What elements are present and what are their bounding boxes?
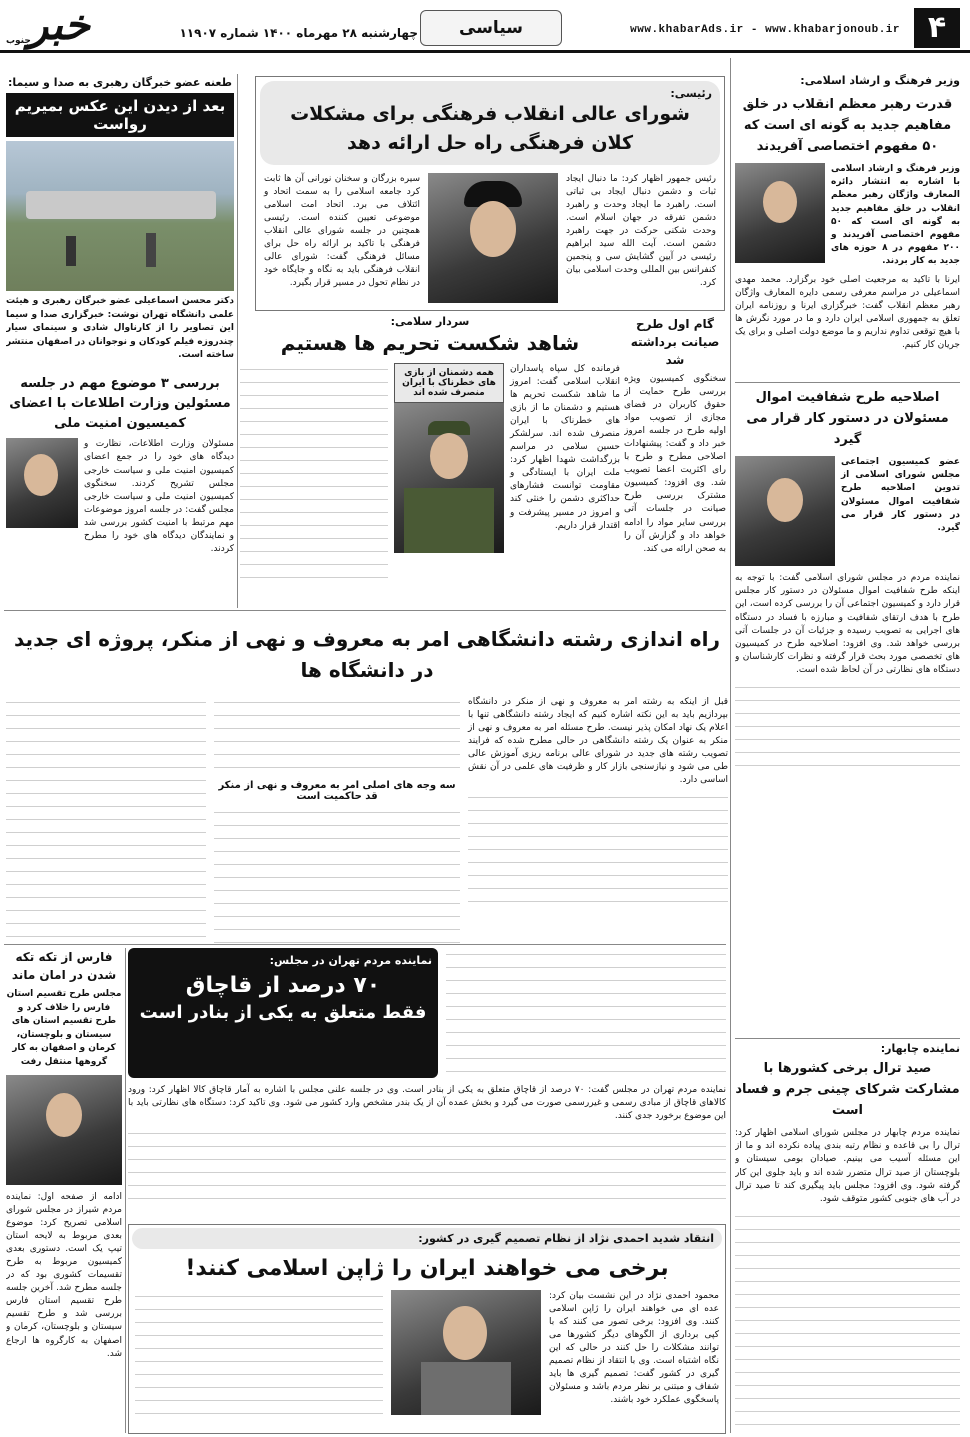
logo	[4, 0, 114, 50]
article-culture-minister	[735, 74, 960, 374]
headline: بعد از دیدن این عکس بمیریم رواست	[6, 93, 234, 137]
lead: عضو کمیسیون اجتماعی مجلس شورای اسلامی از تدوین اصلاحیه طرح شفافیت اموال مسئولان در دستور کار قرار می گیرد.	[841, 457, 960, 533]
site-urls: www.khabarAds.ir - www.khabarjonoub.ir	[630, 24, 900, 36]
column-rule	[730, 58, 731, 1433]
body: نماینده مردم چابهار در مجلس شورای اسلامی اظهار کرد: ترال را بی قاعده و نظام رتبه بندی پیاده نکرده اند و ما از این مسئله آسیب می بینیم. صیادان بومی سیستان و بلوچستان از صید ترال متضرر شده اند و باید جلوی این کار گرفته شود. وی افزود: مجلس باید پیگیری کند تا صید ترال در آب های جنوبی کشور متوقف شود.	[735, 1128, 960, 1204]
body: نماینده مردم تهران در مجلس گفت: ۷۰ درصد از قاچاق متعلق به یکی از بنادر است. وی در جلسه علنی مجلس با اشاره به آمار قاچاق کالا اظهار کرد: ورود کالاهای قاچاق از مبادی رسمی و غیررسمی صورت می گیرد و بخش عمده آن از یک بندر مشخص وارد کشور می شود. وی تاکید کرد: دستگاه های نظارتی باید با این موضوع برخورد جدی کنند.	[128, 1085, 726, 1122]
minister-photo	[735, 163, 825, 263]
divider	[735, 382, 960, 383]
article-raisi	[255, 76, 725, 311]
article-salami	[240, 315, 620, 607]
divider	[4, 944, 726, 945]
article-trawl	[735, 1042, 960, 1432]
article-ahmadinejad	[128, 1224, 726, 1434]
headline: شاهد شکست تحریم ها هستیم	[280, 331, 580, 355]
body-continued	[468, 791, 728, 911]
logo-sub: جنوب	[6, 36, 31, 46]
lead: مجلس طرح تقسیم استان فارس را خلاف کرد و طرح تقسیم استان های سیستان و بلوچستان، کرمان و اصفهان به کار گروهها منتقل رفت	[6, 989, 122, 1067]
body: محمود احمدی نژاد در این نشست بیان کرد: عده ای می خواهند ایران را ژاپن اسلامی کنند. وی افزود: برخی تصور می کنند که با کپی برداری از الگوهای دیگر کشورها می توانند مشکلات را حل کنند در حالی که این نگاه اشتباه است. وی با انتقاد از نظام تصمیم گیری در کشور گفت: تصمیم گیری ها باید شفاف و مبتنی بر نظر مردم باشد و مسئولان پاسخگوی عملکرد خود باشند.	[549, 1291, 719, 1406]
article-photo-criticism	[6, 76, 234, 366]
kicker: نماینده مردم تهران در مجلس:	[269, 954, 432, 967]
body: ادامه از صفحه اول: نماینده مردم شیراز در مجلس شورای اسلامی تصریح کرد: موضوع بعدی مربوط به لایحه استان تیپ یک است. دستوری بعدی کمیسیون مربوط به طرح تقسیمات کشوری بود که در جلسه مطرح شد. آخرین جلسه طرح تقسیم استان فارس بررسی شد و طرح تقسیم سیستان و بلوچستان، کرمان و اصفهان به کارگروه ها ارجاع شد.	[6, 1192, 122, 1359]
kicker: طعنه عضو خبرگان رهبری به صدا و سیما:	[8, 76, 232, 89]
article-transparency	[735, 388, 960, 778]
headline: قدرت رهبر معظم انقلاب در خلق مفاهیم جدید به گونه ای است که ۵۰ مفهوم اختصاصی آفریدند	[742, 97, 953, 154]
kicker: وزیر فرهنگ و ارشاد اسلامی:	[800, 74, 960, 87]
body-continued	[735, 1210, 960, 1432]
divider	[735, 1038, 960, 1039]
photo-caption: همه دشمنان از بازی های خطرناک با ایران منصرف شده اند	[394, 363, 504, 403]
kicker-bar	[132, 1228, 722, 1249]
headline: بررسی ۳ موضوع مهم در جلسه مسئولین وزارت اطلاعات با اعضای کمیسیون امنیت ملی	[9, 376, 231, 432]
body-col-1	[446, 948, 726, 1078]
column-rule	[125, 948, 126, 1433]
headline-box	[128, 948, 438, 1078]
body: فرمانده کل سپاه پاسداران انقلاب اسلامی گفت: امروز ما شاهد شکست تحریم ها هستیم و دشمنان ما از بازی های خطرناک با ایران منصرف شده اند. سرلشکر حسین سلامی در مراسم بزرگداشت شهدا اظهار کرد: ملت ایران با ایستادگی و مقاومت توانست فشارهای حداکثری دشمن را خنثی کند و امروز در مسیر پیشرفت و اقتدار قرار داریم.	[510, 364, 620, 531]
headline-1: ۷۰ درصد از قاچاق	[185, 973, 381, 998]
headline: برخی می خواهند ایران را ژاپن اسلامی کنند!	[185, 1256, 669, 1281]
kicker: انتقاد شدید احمدی نژاد از نظام تصمیم گیری در کشور:	[418, 1232, 714, 1245]
body-right: رئیس جمهور اظهار کرد: ما دنبال ایجاد ثبات و دشمن دنبال ایجاد بی ثباتی است. راهبرد ما ایجاد وحدت و راهبرد دشمن تفرقه در جهان اسلام است. وحدت شکنی حرکت در جهت راهبرد دشمن است. آیت الله سید ابراهیم رئیسی در آیین گشایش سی و پنجمین کنفرانس بین المللی وحدت اسلامی بیان کرد.	[566, 173, 716, 289]
body: مسئولان وزارت اطلاعات، نظارت و دیدگاه های خود را در جمع اعضای کمیسیون امنیت ملی و سیاست خارجی مجلس تشریح کردند. سخنگوی کمیسیون امنیت ملی و سیاست خارجی مجلس گفت: در جلسه امروز موضوعات مهم مرتبط با امنیت کشور بررسی شد و نمایندگان دیدگاه های خود را مطرح کردند.	[84, 439, 234, 554]
headline-2: فقط متعلق به یکی از بنادر است	[139, 1002, 427, 1023]
ahmadinejad-photo	[391, 1290, 541, 1415]
mp-photo	[735, 456, 835, 566]
header-rule	[0, 50, 970, 53]
kicker: رئیسی:	[670, 87, 712, 100]
body-col-2b	[214, 806, 460, 944]
article-smuggling	[128, 948, 726, 1220]
article-sianat	[624, 315, 726, 607]
date-line: چهارشنبه ۲۸ مهرماه ۱۴۰۰ شماره ۱۱۹۰۷	[179, 26, 418, 40]
spokesman-photo	[6, 438, 78, 528]
subhead-1: سه وجه های اصلی امر به معروف و نهی از منکر قد حاکمیت است	[218, 780, 456, 802]
kicker: نماینده چابهار:	[880, 1042, 960, 1055]
body-left: سیره بزرگان و سخنان نورانی آن ها ثابت کرد جامعه اسلامی را به سمت اتحاد و ائتلاف می برد. اتحاد امت اسلامی موضوعی تعیین کننده است. رئیسی همچنین در جلسه شورای عالی انقلاب فرهنگی با تاکید بر ارائه راه حل برای مسائل فرهنگی گفت: شورای عالی انقلاب فرهنگی باید به نگاه و جایگاه خود در نظام تحول در مسیر قرار بگیرد.	[264, 173, 420, 289]
article-university	[6, 614, 728, 944]
kicker: سردار سلامی:	[390, 315, 470, 328]
headline: صید ترال برخی کشورها با مشارکت شرکای چینی جرم و فساد است	[735, 1061, 960, 1118]
lead: وزیر فرهنگ و ارشاد اسلامی با اشاره به انتشار دائره المعارف واژگان رهبر معظم انقلاب در خلق مفاهیم جدید به گونه ای است که ۵۰ مفهوم اختصاصی آفریدند و ۲۰۰ مفهوم در ۸ حوزه های جدید به کار بردند.	[831, 164, 960, 266]
raisi-photo	[428, 173, 558, 303]
headline: راه اندازی رشته دانشگاهی امر به معروف و نهی از منکر، پروژه ای جدید در دانشگاه ها	[14, 627, 720, 682]
article-intelligence	[6, 374, 234, 606]
headline: شورای عالی انقلاب فرهنگی برای مشکلات کلان فرهنگی راه حل ارائه دهد	[290, 103, 690, 155]
body: ایرنا با تاکید به مرجعیت اصلی خود برگزارد. محمد مهدی اسماعیلی در مراسم معرفی رسمی دایره المعارف واژگان رهبر معظم انقلاب گفت: خبرگزاری ایرنا و روزنامه ایران تعلق به جمهوری اسلامی ایران دارد و ما در مورد نگرش ها با هیچ توقعی تداوم نداریم و ما موضع دولت اصلی و برای یک جریان کار کنیم.	[735, 274, 960, 350]
body-continued	[240, 363, 388, 583]
article-fars	[6, 948, 122, 1433]
body-continued	[735, 681, 960, 778]
mp-shiraz-photo	[6, 1075, 122, 1185]
headline: فارس از تکه تکه شدن در امان ماند	[11, 950, 117, 982]
body-col-2	[214, 696, 460, 776]
body-continued	[128, 1127, 726, 1202]
body-continued	[135, 1290, 383, 1415]
caption: دکتر محسن اسماعیلی عضو خبرگان رهبری و هیئت علمی دانشگاه تهران نوشت: خبرگزاری صدا و سیما این تصاویر را از کارناوال شادی و سینمای سیار چندروزه فیلم کودکان و نوجوانان در اصفهان منتشر ساخته است.	[6, 296, 234, 360]
headline: گام اول طرح صیانت برداشته شد	[630, 317, 720, 367]
divider	[4, 610, 726, 611]
body: سخنگوی کمیسیون ویژه بررسی طرح حمایت از حقوق کاربران در فضای مجازی از تصویب مواد اولیه طرح در جلسه امروز خبر داد و گفت: پیشنهادات اصلاحی مطرح و طرح با رای اکثریت اعضا تصویب شد. وی افزود: کمیسیون مشترک بررسی طرح صیانت در جلسات آتی بررسی سایر مواد را ادامه خواهد داد و گزارش آن را به صحن ارائه می کند.	[624, 374, 726, 554]
logo-text: خبر	[28, 0, 90, 49]
salami-photo	[394, 403, 504, 553]
carnival-photo	[6, 141, 234, 291]
body-col-3	[6, 696, 206, 944]
page-number: ۴	[914, 8, 960, 48]
column-rule	[237, 74, 238, 608]
section-title: سیاسی	[420, 10, 562, 46]
body: قبل از اینکه به رشته امر به معروف و نهی از منکر در دانشگاه بپردازیم باید به این نکته اشاره کنیم که ایجاد رشته دانشگاهی تنها با اعلام یک نهاد امکان پذیر نیست. طرح مسئله امر به معروف و نهی از منکر به عنوان یک رشته دانشگاهی در حالی مطرح شده که فرایند تصویب رشته های جدید در شورای عالی برنامه ریزی آموزش عالی طی می شود و نیازسنجی بازار کار و ظرفیت های علمی در آن نقش اساسی دارد.	[468, 697, 728, 786]
body: نماینده مردم در مجلس شورای اسلامی گفت: با توجه به اینکه طرح شفافیت اموال مسئولان در دستور کار مجلس قرار دارد و کمیسیون اجتماعی آن را بررسی کرده است، این طرح با هدف ارتقای شفافیت و مبارزه با فساد در دستگاه های اجرایی به تصویب رسیده و جزئیات آن در جلسات آتی بررسی خواهد شد. وی افزود: اصلاحیه طرح در کمیسیون های تخصصی مورد بحث قرار گرفته و نظرات کارشناسان و دستگاه های نظارتی در آن لحاظ شده است.	[735, 573, 960, 675]
headline: اصلاحیه طرح شفافیت اموال مسئولان در دستور کار قرار می گیرد	[746, 390, 949, 447]
